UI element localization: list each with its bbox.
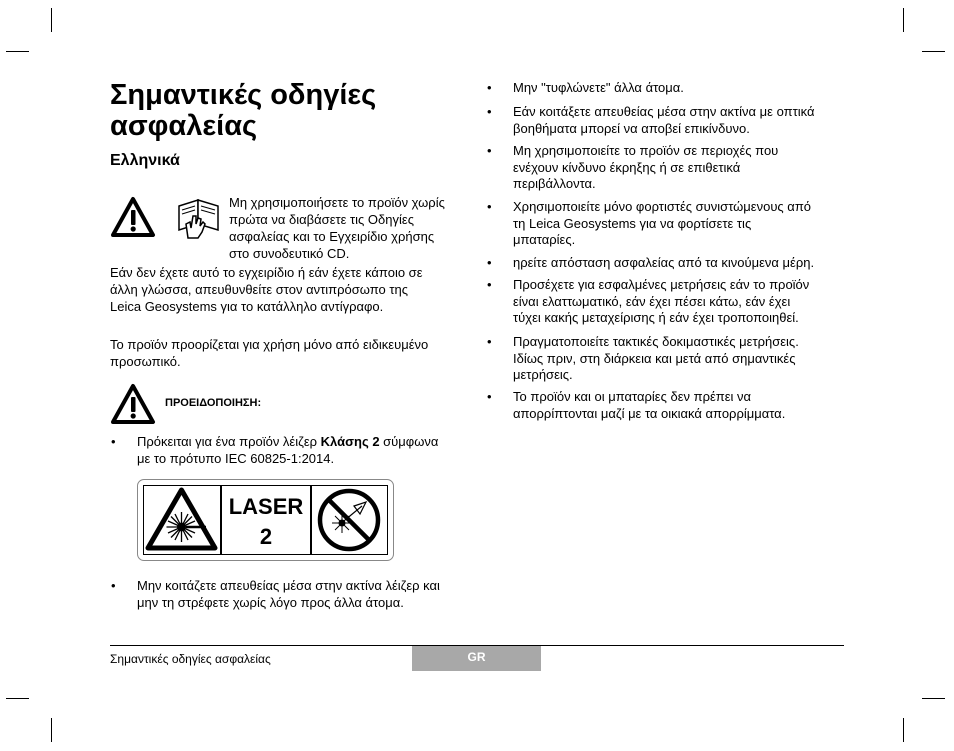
bullet-text-line: Εάν κοιτάξετε απευθείας μέσα στην ακτίνα με οπτικά [513,104,815,119]
bullet-text-line: ηρείτε απόσταση ασφαλείας από τα κινούμενα μέρη. [513,255,815,270]
crop-mark [922,698,945,699]
paragraph-line: Leica Geosystems για το κατάλληλο αντίγραφο. [110,299,384,314]
laser-class-text: Πρόκειται για ένα προϊόν λέιζερ [137,434,321,449]
bullet: • [487,334,492,349]
laser-hazard-icon [144,486,219,553]
laser-class-bold: Κλάσης 2 [320,434,380,449]
bullet-text-line: είναι ελαττωματικό, εάν έχει πέσει κάτω, εάν έχει [513,293,791,309]
manual-notice-line: πρώτα να διαβάσετε τις Οδηγίες [229,212,414,227]
bullet-text-line: Προσέχετε για εσφαλμένες μετρήσεις εάν το προϊόν [513,277,810,292]
laser-class-text: σύμφωνα [379,434,439,449]
crop-mark [6,698,29,699]
bullet-text-line: τη Leica Geosystems για να φορτίσετε τις [513,215,752,231]
paragraph-line: προσωπικό. [110,354,181,369]
paragraph-line: άλλη γλώσσα, απευθυνθείτε στον αντιπρόσωπο της [110,282,408,297]
bullet: • [487,104,492,119]
laser-class-text: με το πρότυπο IEC 60825-1:2014. [137,450,335,466]
bullet-text-line: Ιδίως πριν, στη διάρκεια και μετά από σημαντικές [513,350,796,366]
crop-mark [6,51,29,52]
laser-word: LASER [228,494,304,519]
laser-class-number: 2 [259,524,273,549]
bullet: • [487,277,492,292]
bullet-text-line: περιβάλλοντα. [513,176,596,191]
manual-notice-line: ασφαλείας και το Εγχειρίδιο χρήσης [229,229,435,244]
warning-triangle-icon [110,196,156,238]
warning-triangle-icon [110,383,156,425]
bullet: • [487,199,492,214]
bullet-text-line: ενέχουν κίνδυνο έκρηξης ή σε επιθετικά [513,159,741,175]
crop-mark [51,718,52,742]
bullet-text-line: τύχει κακής μεταχείρισης ή εάν έχει τροποποιηθεί. [513,310,799,325]
paragraph-line: Εάν δεν έχετε αυτό το εγχειρίδιο ή εάν έχετε κάποιο σε [110,265,423,280]
crop-mark [922,51,945,52]
manual-notice-line: στο συνοδευτικό CD. [229,246,350,261]
bullet-text-line: βοηθήματα μπορεί να αποβεί επικίνδυνο. [513,120,750,136]
footer-title: Σημαντικές οδηγίες ασφαλείας [110,652,271,666]
crop-mark [903,8,904,32]
bullet: • [487,255,492,270]
no-stare-cell [311,485,388,555]
bullet-text-line: απορρίπτονται μαζί με τα οικιακά απορρίμματα. [513,405,786,421]
list-item [111,578,471,612]
no-stare-icon [312,486,386,553]
warning-title: ΠΡΟΕΙΔΟΠΟΙΗΣΗ: [165,397,262,409]
manual-notice-line: Μη χρησιμοποιήσετε το προϊόν χωρίς [229,195,445,210]
bullet-text-line: Μην κοιτάζετε απευθείας μέσα στην ακτίνα λέιζερ και [137,578,440,593]
language-heading: Ελληνικά [110,152,180,169]
manual-notice [229,194,445,262]
language-tab: GR [412,646,541,671]
bullet-text-line: Το προϊόν και οι μπαταρίες δεν πρέπει να [513,389,752,404]
bullet-text-line: μετρήσεις. [513,367,573,382]
bullet-text-line: Μη χρησιμοποιείτε το προϊόν σε περιοχές που [513,143,779,158]
list-item [111,434,471,468]
bullet: • [487,143,492,158]
intended-use-paragraph [110,336,428,370]
bullet-text-line: μπαταρίες. [513,232,576,247]
laser-class-cell [221,485,311,555]
bullet: • [111,578,116,593]
paragraph-line: Το προϊόν προορίζεται για χρήση μόνο από ειδικευμένο [110,337,429,352]
bullet-text-line: Χρησιμοποιείτε μόνο φορτιστές συνιστώμενους από [513,199,812,214]
crop-mark [903,718,904,742]
bullet-text-line: μην τη στρέφετε χωρίς λόγο προς άλλα άτομα. [137,594,404,610]
page-title: Σημαντικές οδηγίες ασφαλείας [110,79,377,142]
read-manual-icon [176,194,222,240]
bullet-text-line: Μην "τυφλώνετε" άλλα άτομα. [513,80,684,95]
crop-mark [51,8,52,32]
laser-warning-cell [143,485,221,555]
bullet: • [111,434,116,449]
no-manual-paragraph [110,264,423,315]
bullet: • [487,80,492,95]
laser-class-label [137,479,394,561]
bullet-text-line: Πραγματοποιείτε τακτικές δοκιμαστικές μετρήσεις. [513,334,799,349]
bullet: • [487,389,492,404]
